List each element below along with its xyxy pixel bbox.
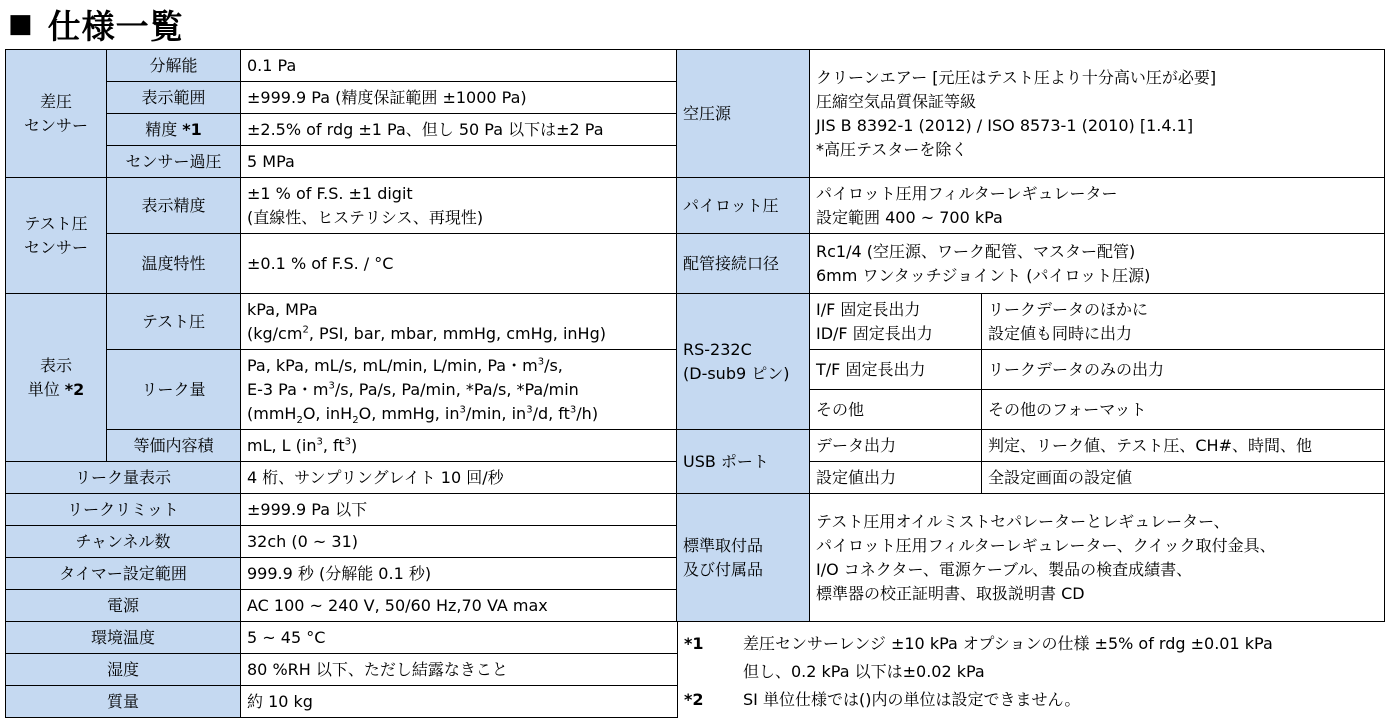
spec-label: パイロット圧 [677, 178, 810, 234]
table-row [6, 622, 678, 654]
spec-label: センサー過圧 [107, 146, 241, 178]
spec-value: mL, L ($in^3$, $ft^3$) [241, 430, 678, 462]
spec-label: テスト圧 [107, 294, 241, 350]
spec-label: 環境温度 [6, 622, 241, 654]
spec-label: 表示範囲 [107, 82, 241, 114]
spec-label: 配管接続口径 [677, 234, 810, 294]
spec-label: 質量 [6, 686, 241, 718]
table-row [6, 294, 678, 350]
air-source-line: 圧縮空気品質保証等級 [816, 91, 977, 111]
table-row [6, 178, 678, 234]
output-format-label: T/F 固定長出力 [810, 350, 982, 390]
output-format-desc [982, 294, 1385, 350]
rs232c-label-1: RS-232C [683, 339, 752, 359]
accessory-line: 標準器の校正証明書、取扱説明書 CD [816, 583, 1085, 603]
footnote-mark: *1 [684, 634, 704, 653]
title-text: 仕様一覧 [47, 6, 184, 46]
table-row [6, 686, 678, 718]
spec-label: 電源 [6, 590, 241, 622]
spec-value [810, 50, 1385, 178]
table-row [6, 462, 678, 494]
spec-value: 5 MPa [241, 146, 678, 178]
units-label-1: 表示 [39, 355, 72, 375]
rs232c-header [677, 294, 810, 430]
spec-label: タイマー設定範囲 [6, 558, 241, 590]
spec-value: AC 100 ~ 240 V, 50/60 Hz,70 VA max [241, 590, 678, 622]
spec-label: 表示精度 [107, 178, 241, 234]
spec-label: 空圧源 [677, 50, 810, 178]
table-row [6, 146, 678, 178]
leak-units-2: E-3 Pa・$m^3/s$, Pa/s, Pa/min, *Pa/s, *Pa/min [247, 379, 579, 399]
footnote-text: 差圧センサーレンジ ±10 kPa オプションの仕様 ±5% of rdg ±0.01 kPa [743, 634, 1273, 653]
footnote-mark: *2 [64, 379, 85, 399]
spec-value [810, 234, 1385, 294]
table-row [677, 178, 1385, 234]
piping-line-2: 6mm ワンタッチジョイント (パイロット圧源) [816, 265, 1151, 285]
units-label-2: 単位 [27, 379, 60, 399]
accessory-line: I/O コネクター、電源ケーブル、製品の検査成績書、 [816, 559, 1193, 579]
usb-label: 設定値出力 [810, 462, 982, 494]
spec-label: 分解能 [107, 50, 241, 82]
if-format-desc-1: リークデータのほかに [988, 299, 1149, 319]
accessory-line: パイロット圧用フィルターレギュレーター、クイック取付金具、 [816, 535, 1276, 555]
piping-line-1: Rc1/4 (空圧源、ワーク配管、マスター配管) [816, 241, 1136, 261]
table-row [6, 590, 678, 622]
spec-value: 約 10 kg [241, 686, 678, 718]
accessory-line: テスト圧用オイルミストセパレーターとレギュレーター、 [816, 511, 1230, 531]
table-row [6, 526, 678, 558]
spec-value [241, 294, 678, 350]
footnote-mark: *1 [182, 119, 202, 139]
footnote [684, 686, 1384, 714]
output-format-label [810, 294, 982, 350]
if-format-desc-2: 設定値も同時に出力 [988, 323, 1133, 343]
leak-units-1: Pa, kPa, mL/s, mL/min, L/min, Pa・$m^3/s$, [247, 355, 563, 375]
table-row [677, 50, 1385, 178]
spec-value [241, 350, 678, 430]
spec-value: ±2.5% of rdg ±1 Pa、但し 50 Pa 以下は±2 Pa [241, 114, 678, 146]
table-row [6, 494, 678, 526]
table-row [677, 430, 1385, 462]
footnotes [684, 630, 1384, 714]
footnote-mark: *2 [684, 690, 704, 709]
air-source-line: クリーンエアー [元圧はテスト圧より十分高い圧が必要] [816, 67, 1217, 87]
test-sensor-header [6, 178, 107, 294]
idf-format-label: ID/F 固定長出力 [816, 323, 933, 343]
footnote-text: SI 単位仕様では()内の単位は設定できません。 [743, 690, 1081, 709]
square-bullet-icon: ■ [8, 9, 34, 39]
spec-label: リーク量 [107, 350, 241, 430]
accessories-header [677, 494, 810, 622]
test-pressure-units-2: ($kg/cm^2$, PSI, bar, mbar, mmHg, cmHg, inHg) [247, 323, 606, 343]
units-header [6, 294, 107, 462]
leak-units-3: (mmH$_2$O, inH$_2$O, mmHg, $in^3/\min$, $in^3/d$, $ft^3/h$) [247, 403, 599, 426]
spec-label [107, 114, 241, 146]
spec-value [810, 494, 1385, 622]
accessories-label-1: 標準取付品 [683, 535, 764, 555]
spec-label: リークリミット [6, 494, 241, 526]
footnote [684, 630, 1384, 686]
usb-desc: 判定、リーク値、テスト圧、CH#、時間、他 [982, 430, 1385, 462]
if-format-label: I/F 固定長出力 [816, 299, 921, 319]
air-source-line: *高圧テスターを除く [816, 139, 968, 159]
table-row [6, 430, 678, 462]
output-format-desc: その他のフォーマット [982, 390, 1385, 430]
usb-desc: 全設定画面の設定値 [982, 462, 1385, 494]
spec-value [241, 178, 678, 234]
diff-sensor-header [6, 50, 107, 178]
spec-value: ±999.9 Pa (精度保証範囲 ±1000 Pa) [241, 82, 678, 114]
spec-value: ±999.9 Pa 以下 [241, 494, 678, 526]
table-row [6, 82, 678, 114]
usb-header: USB ポート [677, 430, 810, 494]
spec-value: 4 桁、サンプリングレイト 10 回/秒 [241, 462, 678, 494]
table-row [6, 50, 678, 82]
spec-label: 等価内容積 [107, 430, 241, 462]
pilot-line-1: パイロット圧用フィルターレギュレーター [816, 183, 1118, 203]
output-format-desc: リークデータのみの出力 [982, 350, 1385, 390]
output-format-label: その他 [810, 390, 982, 430]
accessories-label-2: 及び付属品 [683, 559, 764, 579]
table-row [6, 114, 678, 146]
diff-sensor-label-1: 差圧 [39, 91, 72, 111]
spec-table-right [676, 49, 1385, 622]
table-row [677, 294, 1385, 350]
diff-sensor-label-2: センサー [23, 115, 88, 135]
table-row [6, 234, 678, 294]
test-sensor-label-2: センサー [23, 237, 88, 257]
table-row [6, 350, 678, 430]
spec-label: チャンネル数 [6, 526, 241, 558]
spec-label: 温度特性 [107, 234, 241, 294]
spec-label: リーク量表示 [6, 462, 241, 494]
usb-label: データ出力 [810, 430, 982, 462]
spec-label: 湿度 [6, 654, 241, 686]
table-row [677, 494, 1385, 622]
accuracy-line-2: (直線性、ヒステリシス、再現性) [247, 207, 484, 227]
spec-value: 5 ~ 45 °C [241, 622, 678, 654]
accuracy-line-1: ±1 % of F.S. ±1 digit [247, 183, 413, 203]
spec-value: 80 %RH 以下、ただし結露なきこと [241, 654, 678, 686]
air-source-line: JIS B 8392-1 (2012) / ISO 8573-1 (2010) [1.4.1] [816, 115, 1194, 135]
accuracy-label: 精度 [145, 119, 178, 139]
footnote-text: 但し、0.2 kPa 以下は±0.02 kPa [743, 662, 985, 681]
spec-table-left [5, 49, 678, 718]
table-row [6, 654, 678, 686]
rs232c-label-2: (D-sub9 ピン) [683, 363, 790, 383]
spec-value: 32ch (0 ~ 31) [241, 526, 678, 558]
spec-value: 999.9 秒 (分解能 0.1 秒) [241, 558, 678, 590]
table-row [6, 558, 678, 590]
test-pressure-units-1: kPa, MPa [247, 299, 318, 319]
test-sensor-label-1: テスト圧 [24, 213, 88, 233]
page-title [8, 4, 184, 44]
spec-value [810, 178, 1385, 234]
pilot-line-2: 設定範囲 400 ~ 700 kPa [816, 207, 1003, 227]
spec-value: ±0.1 % of F.S. / °C [241, 234, 678, 294]
units-label-2-line [12, 378, 100, 402]
table-row [677, 234, 1385, 294]
spec-value: 0.1 Pa [241, 50, 678, 82]
